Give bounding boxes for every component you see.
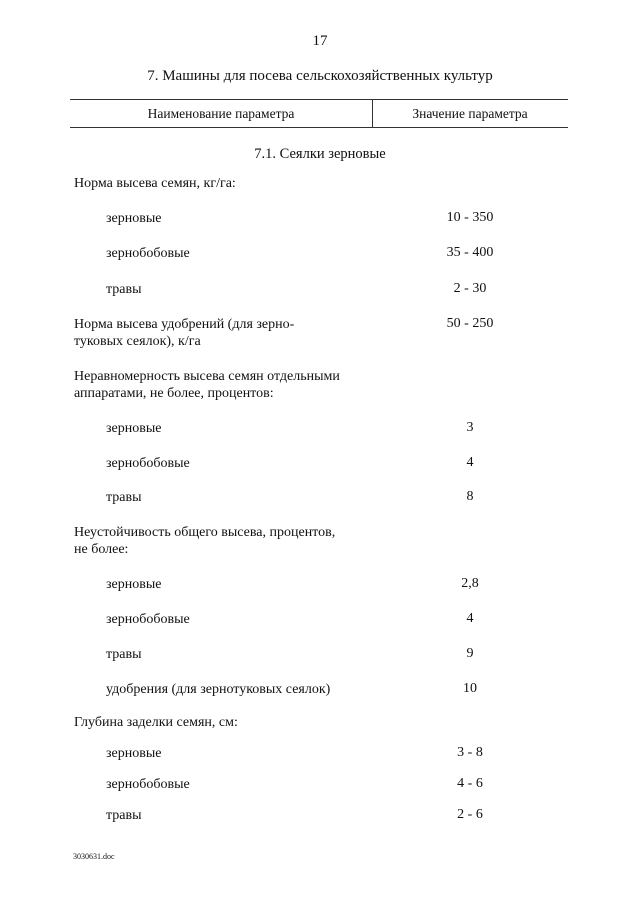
- param-group-label: туковых сеялок), к/га: [74, 334, 201, 349]
- param-group-label: Норма высева семян, кг/га:: [74, 176, 236, 191]
- section-title: 7. Машины для посева сельскохозяйственных культур: [147, 68, 493, 84]
- param-group-label: не более:: [74, 542, 129, 557]
- param-item-label: зернобобовые: [106, 456, 190, 471]
- param-item-value: 4: [466, 611, 474, 626]
- param-item-value: 10: [463, 681, 477, 696]
- param-item-value: 2 - 6: [457, 807, 483, 822]
- column-header-param-value: Значение параметра: [412, 106, 528, 121]
- param-item-label: удобрения (для зернотуковых сеялок): [106, 682, 331, 697]
- param-item-value: 9: [466, 646, 474, 661]
- param-item-label: травы: [106, 282, 142, 297]
- page-number: 17: [312, 33, 328, 49]
- param-group-label: Неустойчивость общего высева, процентов,: [74, 525, 336, 540]
- table-header-bottom-rule: [70, 127, 568, 128]
- param-item-label: зернобобовые: [106, 612, 190, 627]
- param-item-value: 3: [466, 420, 474, 435]
- param-item-value: 4: [466, 455, 474, 470]
- param-item-label: травы: [106, 808, 142, 823]
- param-item-value: 3 - 8: [457, 745, 483, 760]
- param-item-value: 8: [466, 489, 474, 504]
- param-group-label: Глубина заделки семян, см:: [74, 715, 238, 730]
- footer-filename: 3030631.doc: [73, 852, 115, 861]
- param-item-label: зернобобовые: [106, 777, 190, 792]
- param-item-value: 10 - 350: [446, 210, 494, 225]
- param-item-value: 2 - 30: [453, 281, 487, 296]
- param-group-label: Норма высева удобрений (для зерно-: [74, 317, 295, 332]
- param-item-value: 2,8: [461, 576, 479, 591]
- param-item-label: травы: [106, 647, 142, 662]
- param-item-label: зернобобовые: [106, 246, 190, 261]
- param-item-label: зерновые: [106, 577, 162, 592]
- param-item-label: зерновые: [106, 211, 162, 226]
- param-group-label: Неравномерность высева семян отдельными: [74, 369, 340, 384]
- param-item-label: травы: [106, 490, 142, 505]
- param-group-value: 50 - 250: [446, 316, 494, 331]
- column-header-param-name: Наименование параметра: [147, 106, 295, 121]
- param-group-label: аппаратами, не более, процентов:: [74, 386, 274, 401]
- subsection-title: 7.1. Сеялки зерновые: [254, 146, 386, 162]
- table-header-top-rule: [70, 99, 568, 100]
- param-item-value: 4 - 6: [457, 776, 483, 791]
- param-item-label: зерновые: [106, 421, 162, 436]
- param-item-label: зерновые: [106, 746, 162, 761]
- param-item-value: 35 - 400: [446, 245, 494, 260]
